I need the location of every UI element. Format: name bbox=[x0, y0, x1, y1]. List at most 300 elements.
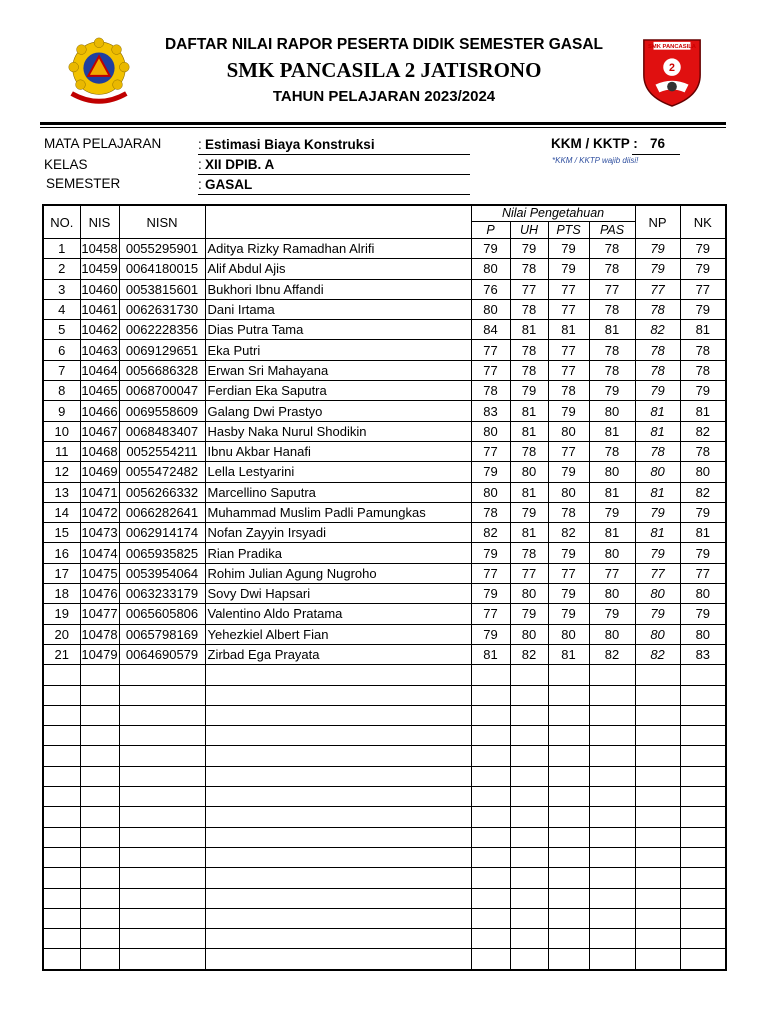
empty-cell[interactable] bbox=[510, 908, 548, 928]
class-value: XII DPIB. A bbox=[205, 157, 275, 172]
empty-cell[interactable] bbox=[43, 827, 80, 847]
empty-cell[interactable] bbox=[119, 726, 205, 746]
empty-cell[interactable] bbox=[471, 827, 510, 847]
empty-cell[interactable] bbox=[635, 827, 680, 847]
empty-cell[interactable] bbox=[510, 766, 548, 786]
empty-cell[interactable] bbox=[589, 766, 635, 786]
empty-cell[interactable] bbox=[510, 929, 548, 949]
empty-cell[interactable] bbox=[205, 868, 471, 888]
table-row bbox=[43, 401, 726, 421]
empty-cell[interactable] bbox=[205, 929, 471, 949]
cell-pts[interactable]: 77 bbox=[548, 279, 589, 299]
cell-pas[interactable]: 80 bbox=[589, 401, 635, 421]
empty-cell[interactable] bbox=[635, 908, 680, 928]
empty-cell[interactable] bbox=[119, 827, 205, 847]
empty-cell[interactable] bbox=[510, 665, 548, 685]
empty-cell[interactable] bbox=[43, 868, 80, 888]
cell-pts[interactable]: 81 bbox=[548, 644, 589, 664]
cell-nis: 10474 bbox=[80, 543, 119, 563]
cell-pas[interactable]: 82 bbox=[589, 644, 635, 664]
cell-nisn: 0055472482 bbox=[119, 462, 205, 482]
empty-cell[interactable] bbox=[43, 746, 80, 766]
cell-np[interactable]: 78 bbox=[635, 360, 680, 380]
empty-cell[interactable] bbox=[205, 888, 471, 908]
cell-np[interactable]: 81 bbox=[635, 482, 680, 502]
empty-cell[interactable] bbox=[589, 807, 635, 827]
cell-pas[interactable]: 78 bbox=[589, 299, 635, 319]
cell-nk[interactable]: 78 bbox=[680, 360, 726, 380]
cell-pas[interactable]: 78 bbox=[589, 239, 635, 259]
empty-cell[interactable] bbox=[119, 868, 205, 888]
empty-cell[interactable] bbox=[80, 726, 119, 746]
cell-p[interactable]: 82 bbox=[471, 523, 510, 543]
cell-p[interactable]: 77 bbox=[471, 604, 510, 624]
cell-student-name: Hasby Naka Nurul Shodikin bbox=[205, 421, 471, 441]
cell-np[interactable]: 81 bbox=[635, 401, 680, 421]
cell-np[interactable]: 79 bbox=[635, 381, 680, 401]
empty-cell[interactable] bbox=[510, 847, 548, 867]
empty-cell[interactable] bbox=[589, 847, 635, 867]
empty-cell[interactable] bbox=[205, 705, 471, 725]
empty-cell[interactable] bbox=[205, 847, 471, 867]
cell-pas[interactable]: 78 bbox=[589, 340, 635, 360]
cell-pas[interactable]: 80 bbox=[589, 543, 635, 563]
cell-np[interactable]: 81 bbox=[635, 523, 680, 543]
cell-uh[interactable]: 79 bbox=[510, 239, 548, 259]
cell-no: 8 bbox=[43, 381, 80, 401]
empty-cell[interactable] bbox=[80, 827, 119, 847]
empty-cell[interactable] bbox=[471, 949, 510, 970]
empty-cell[interactable] bbox=[471, 908, 510, 928]
empty-cell[interactable] bbox=[205, 807, 471, 827]
empty-cell[interactable] bbox=[119, 807, 205, 827]
cell-nk[interactable]: 77 bbox=[680, 563, 726, 583]
cell-pas[interactable]: 80 bbox=[589, 462, 635, 482]
empty-cell[interactable] bbox=[43, 949, 80, 970]
cell-nk[interactable]: 81 bbox=[680, 401, 726, 421]
cell-np[interactable]: 79 bbox=[635, 239, 680, 259]
empty-cell[interactable] bbox=[43, 685, 80, 705]
empty-cell[interactable] bbox=[548, 847, 589, 867]
cell-nk[interactable]: 80 bbox=[680, 462, 726, 482]
cell-pts[interactable]: 80 bbox=[548, 624, 589, 644]
empty-cell[interactable] bbox=[80, 766, 119, 786]
cell-p[interactable]: 79 bbox=[471, 624, 510, 644]
empty-cell[interactable] bbox=[80, 787, 119, 807]
empty-cell[interactable] bbox=[471, 705, 510, 725]
cell-p[interactable]: 79 bbox=[471, 239, 510, 259]
empty-cell[interactable] bbox=[80, 665, 119, 685]
empty-cell[interactable] bbox=[205, 665, 471, 685]
cell-nk[interactable]: 79 bbox=[680, 502, 726, 522]
cell-p[interactable]: 77 bbox=[471, 441, 510, 461]
empty-cell[interactable] bbox=[119, 665, 205, 685]
cell-p[interactable]: 80 bbox=[471, 421, 510, 441]
cell-uh[interactable]: 81 bbox=[510, 320, 548, 340]
empty-cell[interactable] bbox=[635, 847, 680, 867]
empty-cell[interactable] bbox=[680, 929, 726, 949]
empty-cell[interactable] bbox=[80, 888, 119, 908]
cell-pas[interactable]: 81 bbox=[589, 421, 635, 441]
empty-cell[interactable] bbox=[471, 726, 510, 746]
empty-cell[interactable] bbox=[635, 766, 680, 786]
empty-cell[interactable] bbox=[680, 726, 726, 746]
empty-cell[interactable] bbox=[43, 929, 80, 949]
empty-cell[interactable] bbox=[205, 908, 471, 928]
empty-cell[interactable] bbox=[548, 908, 589, 928]
cell-pas[interactable]: 77 bbox=[589, 563, 635, 583]
cell-student-name: Rian Pradika bbox=[205, 543, 471, 563]
cell-nk[interactable]: 81 bbox=[680, 523, 726, 543]
empty-cell[interactable] bbox=[680, 685, 726, 705]
empty-cell[interactable] bbox=[205, 787, 471, 807]
cell-uh[interactable]: 78 bbox=[510, 441, 548, 461]
cell-p[interactable]: 80 bbox=[471, 299, 510, 319]
cell-pts[interactable]: 79 bbox=[548, 462, 589, 482]
empty-cell[interactable] bbox=[119, 847, 205, 867]
empty-cell[interactable] bbox=[119, 787, 205, 807]
empty-cell[interactable] bbox=[548, 787, 589, 807]
cell-np[interactable]: 78 bbox=[635, 299, 680, 319]
cell-uh[interactable]: 79 bbox=[510, 604, 548, 624]
empty-cell[interactable] bbox=[80, 685, 119, 705]
empty-cell[interactable] bbox=[471, 787, 510, 807]
cell-uh[interactable]: 78 bbox=[510, 259, 548, 279]
empty-cell[interactable] bbox=[548, 949, 589, 970]
cell-pas[interactable]: 80 bbox=[589, 624, 635, 644]
empty-cell[interactable] bbox=[510, 726, 548, 746]
empty-cell[interactable] bbox=[589, 705, 635, 725]
empty-cell[interactable] bbox=[589, 908, 635, 928]
empty-cell[interactable] bbox=[471, 766, 510, 786]
cell-pts[interactable]: 80 bbox=[548, 421, 589, 441]
empty-cell[interactable] bbox=[43, 665, 80, 685]
cell-pts[interactable]: 79 bbox=[548, 401, 589, 421]
empty-row bbox=[43, 929, 726, 949]
cell-pas[interactable]: 79 bbox=[589, 604, 635, 624]
empty-cell[interactable] bbox=[43, 888, 80, 908]
empty-cell[interactable] bbox=[471, 868, 510, 888]
academic-year: TAHUN PELAJARAN 2023/2024 bbox=[272, 88, 496, 105]
empty-cell[interactable] bbox=[43, 787, 80, 807]
cell-np[interactable]: 79 bbox=[635, 502, 680, 522]
cell-uh[interactable]: 81 bbox=[510, 523, 548, 543]
empty-cell[interactable] bbox=[680, 766, 726, 786]
empty-cell[interactable] bbox=[548, 868, 589, 888]
empty-row bbox=[43, 847, 726, 867]
empty-cell[interactable] bbox=[635, 888, 680, 908]
cell-nk[interactable]: 78 bbox=[680, 441, 726, 461]
empty-cell[interactable] bbox=[119, 746, 205, 766]
empty-cell[interactable] bbox=[119, 766, 205, 786]
empty-cell[interactable] bbox=[119, 929, 205, 949]
cell-nk[interactable]: 83 bbox=[680, 644, 726, 664]
cell-p[interactable]: 80 bbox=[471, 482, 510, 502]
empty-cell[interactable] bbox=[680, 787, 726, 807]
cell-p[interactable]: 79 bbox=[471, 543, 510, 563]
empty-cell[interactable] bbox=[680, 746, 726, 766]
empty-cell[interactable] bbox=[205, 746, 471, 766]
cell-p[interactable]: 78 bbox=[471, 381, 510, 401]
empty-cell[interactable] bbox=[680, 949, 726, 970]
cell-uh[interactable]: 80 bbox=[510, 584, 548, 604]
cell-p[interactable]: 76 bbox=[471, 279, 510, 299]
cell-np[interactable]: 82 bbox=[635, 644, 680, 664]
cell-p[interactable]: 81 bbox=[471, 644, 510, 664]
cell-uh[interactable]: 78 bbox=[510, 340, 548, 360]
empty-cell[interactable] bbox=[119, 908, 205, 928]
cell-student-name: Aditya Rizky Ramadhan Alrifi bbox=[205, 239, 471, 259]
cell-pts[interactable]: 77 bbox=[548, 340, 589, 360]
cell-pts[interactable]: 77 bbox=[548, 360, 589, 380]
cell-nk[interactable]: 82 bbox=[680, 421, 726, 441]
cell-np[interactable]: 78 bbox=[635, 441, 680, 461]
cell-pts[interactable]: 81 bbox=[548, 320, 589, 340]
empty-cell[interactable] bbox=[80, 807, 119, 827]
cell-nisn: 0062631730 bbox=[119, 299, 205, 319]
cell-pts[interactable]: 79 bbox=[548, 604, 589, 624]
cell-pas[interactable]: 78 bbox=[589, 259, 635, 279]
empty-cell[interactable] bbox=[635, 746, 680, 766]
empty-cell[interactable] bbox=[680, 868, 726, 888]
cell-pts[interactable]: 78 bbox=[548, 502, 589, 522]
cell-nk[interactable]: 80 bbox=[680, 624, 726, 644]
cell-nisn: 0053954064 bbox=[119, 563, 205, 583]
empty-cell[interactable] bbox=[119, 685, 205, 705]
cell-uh[interactable]: 80 bbox=[510, 624, 548, 644]
cell-pas[interactable]: 81 bbox=[589, 320, 635, 340]
empty-cell[interactable] bbox=[80, 908, 119, 928]
cell-nk[interactable]: 79 bbox=[680, 239, 726, 259]
empty-cell[interactable] bbox=[589, 827, 635, 847]
empty-cell[interactable] bbox=[205, 726, 471, 746]
empty-cell[interactable] bbox=[680, 807, 726, 827]
empty-cell[interactable] bbox=[43, 705, 80, 725]
cell-uh[interactable]: 78 bbox=[510, 543, 548, 563]
empty-cell[interactable] bbox=[548, 705, 589, 725]
kkm-value[interactable]: 76 bbox=[650, 136, 666, 151]
empty-cell[interactable] bbox=[635, 949, 680, 970]
empty-cell[interactable] bbox=[205, 949, 471, 970]
cell-np[interactable]: 77 bbox=[635, 279, 680, 299]
empty-cell[interactable] bbox=[80, 847, 119, 867]
empty-cell[interactable] bbox=[119, 705, 205, 725]
empty-cell[interactable] bbox=[80, 949, 119, 970]
cell-pts[interactable]: 79 bbox=[548, 584, 589, 604]
empty-cell[interactable] bbox=[471, 665, 510, 685]
cell-nk[interactable]: 79 bbox=[680, 543, 726, 563]
cell-uh[interactable]: 79 bbox=[510, 381, 548, 401]
empty-cell[interactable] bbox=[43, 807, 80, 827]
empty-cell[interactable] bbox=[471, 685, 510, 705]
cell-pts[interactable]: 79 bbox=[548, 543, 589, 563]
cell-nk[interactable]: 79 bbox=[680, 604, 726, 624]
cell-np[interactable]: 81 bbox=[635, 421, 680, 441]
cell-np[interactable]: 80 bbox=[635, 624, 680, 644]
cell-uh[interactable]: 81 bbox=[510, 482, 548, 502]
cell-student-name: Dias Putra Tama bbox=[205, 320, 471, 340]
empty-cell[interactable] bbox=[119, 949, 205, 970]
cell-nk[interactable]: 78 bbox=[680, 340, 726, 360]
cell-uh[interactable]: 77 bbox=[510, 279, 548, 299]
cell-np[interactable]: 79 bbox=[635, 543, 680, 563]
cell-p[interactable]: 77 bbox=[471, 360, 510, 380]
empty-cell[interactable] bbox=[510, 705, 548, 725]
cell-p[interactable]: 80 bbox=[471, 259, 510, 279]
empty-cell[interactable] bbox=[548, 685, 589, 705]
cell-pas[interactable]: 78 bbox=[589, 360, 635, 380]
cell-nk[interactable]: 79 bbox=[680, 299, 726, 319]
empty-cell[interactable] bbox=[635, 868, 680, 888]
empty-cell[interactable] bbox=[589, 726, 635, 746]
cell-np[interactable]: 82 bbox=[635, 320, 680, 340]
cell-pts[interactable]: 80 bbox=[548, 482, 589, 502]
empty-cell[interactable] bbox=[205, 685, 471, 705]
empty-cell[interactable] bbox=[589, 949, 635, 970]
cell-pas[interactable]: 81 bbox=[589, 523, 635, 543]
empty-cell[interactable] bbox=[635, 685, 680, 705]
empty-cell[interactable] bbox=[548, 888, 589, 908]
cell-p[interactable]: 77 bbox=[471, 563, 510, 583]
cell-pas[interactable]: 77 bbox=[589, 279, 635, 299]
cell-pas[interactable]: 78 bbox=[589, 441, 635, 461]
cell-p[interactable]: 83 bbox=[471, 401, 510, 421]
cell-nis: 10469 bbox=[80, 462, 119, 482]
empty-cell[interactable] bbox=[205, 766, 471, 786]
cell-pas[interactable]: 81 bbox=[589, 482, 635, 502]
empty-cell[interactable] bbox=[119, 888, 205, 908]
cell-uh[interactable]: 81 bbox=[510, 401, 548, 421]
cell-nk[interactable]: 80 bbox=[680, 584, 726, 604]
cell-nk[interactable]: 79 bbox=[680, 381, 726, 401]
empty-cell[interactable] bbox=[510, 949, 548, 970]
empty-cell[interactable] bbox=[510, 787, 548, 807]
empty-cell[interactable] bbox=[680, 847, 726, 867]
empty-cell[interactable] bbox=[548, 827, 589, 847]
empty-cell[interactable] bbox=[80, 746, 119, 766]
cell-nk[interactable]: 79 bbox=[680, 259, 726, 279]
empty-cell[interactable] bbox=[510, 807, 548, 827]
empty-cell[interactable] bbox=[548, 726, 589, 746]
cell-no: 13 bbox=[43, 482, 80, 502]
empty-cell[interactable] bbox=[510, 888, 548, 908]
empty-cell[interactable] bbox=[510, 685, 548, 705]
cell-pts[interactable]: 77 bbox=[548, 299, 589, 319]
empty-cell[interactable] bbox=[548, 766, 589, 786]
cell-p[interactable]: 84 bbox=[471, 320, 510, 340]
empty-cell[interactable] bbox=[589, 888, 635, 908]
cell-np[interactable]: 80 bbox=[635, 462, 680, 482]
empty-cell[interactable] bbox=[43, 766, 80, 786]
empty-cell[interactable] bbox=[635, 665, 680, 685]
cell-pts[interactable]: 79 bbox=[548, 259, 589, 279]
cell-student-name: Muhammad Muslim Padli Pamungkas bbox=[205, 502, 471, 522]
cell-pts[interactable]: 82 bbox=[548, 523, 589, 543]
empty-cell[interactable] bbox=[548, 929, 589, 949]
empty-cell[interactable] bbox=[589, 665, 635, 685]
empty-cell[interactable] bbox=[635, 787, 680, 807]
empty-cell[interactable] bbox=[43, 726, 80, 746]
cell-np[interactable]: 80 bbox=[635, 584, 680, 604]
empty-cell[interactable] bbox=[471, 847, 510, 867]
empty-cell[interactable] bbox=[43, 908, 80, 928]
cell-uh[interactable]: 82 bbox=[510, 644, 548, 664]
cell-np[interactable]: 79 bbox=[635, 259, 680, 279]
cell-np[interactable]: 78 bbox=[635, 340, 680, 360]
cell-nis: 10478 bbox=[80, 624, 119, 644]
cell-nis: 10462 bbox=[80, 320, 119, 340]
empty-cell[interactable] bbox=[680, 705, 726, 725]
empty-cell[interactable] bbox=[471, 888, 510, 908]
empty-cell[interactable] bbox=[548, 665, 589, 685]
empty-cell[interactable] bbox=[589, 685, 635, 705]
empty-cell[interactable] bbox=[205, 827, 471, 847]
cell-uh[interactable]: 78 bbox=[510, 360, 548, 380]
cell-np[interactable]: 79 bbox=[635, 604, 680, 624]
cell-uh[interactable]: 80 bbox=[510, 462, 548, 482]
cell-np[interactable]: 77 bbox=[635, 563, 680, 583]
empty-cell[interactable] bbox=[680, 665, 726, 685]
cell-uh[interactable]: 81 bbox=[510, 421, 548, 441]
empty-cell[interactable] bbox=[548, 746, 589, 766]
empty-cell[interactable] bbox=[471, 746, 510, 766]
cell-uh[interactable]: 79 bbox=[510, 502, 548, 522]
cell-p[interactable]: 79 bbox=[471, 462, 510, 482]
cell-no: 3 bbox=[43, 279, 80, 299]
cell-nk[interactable]: 81 bbox=[680, 320, 726, 340]
empty-cell[interactable] bbox=[589, 746, 635, 766]
empty-cell[interactable] bbox=[510, 746, 548, 766]
cell-uh[interactable]: 77 bbox=[510, 563, 548, 583]
cell-pas[interactable]: 80 bbox=[589, 584, 635, 604]
table-row bbox=[43, 279, 726, 299]
empty-cell[interactable] bbox=[43, 847, 80, 867]
empty-cell[interactable] bbox=[635, 929, 680, 949]
empty-cell[interactable] bbox=[471, 929, 510, 949]
empty-cell[interactable] bbox=[510, 827, 548, 847]
cell-nk[interactable]: 82 bbox=[680, 482, 726, 502]
cell-pts[interactable]: 78 bbox=[548, 381, 589, 401]
cell-pas[interactable]: 79 bbox=[589, 502, 635, 522]
empty-cell[interactable] bbox=[589, 868, 635, 888]
empty-cell[interactable] bbox=[680, 888, 726, 908]
empty-cell[interactable] bbox=[635, 705, 680, 725]
cell-p[interactable]: 79 bbox=[471, 584, 510, 604]
empty-cell[interactable] bbox=[510, 868, 548, 888]
empty-cell[interactable] bbox=[548, 807, 589, 827]
cell-pts[interactable]: 77 bbox=[548, 563, 589, 583]
cell-uh[interactable]: 78 bbox=[510, 299, 548, 319]
cell-pts[interactable]: 79 bbox=[548, 239, 589, 259]
empty-cell[interactable] bbox=[635, 807, 680, 827]
empty-cell[interactable] bbox=[680, 827, 726, 847]
empty-cell[interactable] bbox=[589, 787, 635, 807]
cell-pts[interactable]: 77 bbox=[548, 441, 589, 461]
empty-cell[interactable] bbox=[680, 908, 726, 928]
cell-nk[interactable]: 77 bbox=[680, 279, 726, 299]
empty-cell[interactable] bbox=[471, 807, 510, 827]
cell-p[interactable]: 78 bbox=[471, 502, 510, 522]
empty-cell[interactable] bbox=[589, 929, 635, 949]
cell-p[interactable]: 77 bbox=[471, 340, 510, 360]
cell-student-name: Zirbad Ega Prayata bbox=[205, 644, 471, 664]
empty-row bbox=[43, 726, 726, 746]
empty-cell[interactable] bbox=[80, 705, 119, 725]
empty-cell[interactable] bbox=[635, 726, 680, 746]
cell-pas[interactable]: 79 bbox=[589, 381, 635, 401]
empty-cell[interactable] bbox=[80, 868, 119, 888]
empty-cell[interactable] bbox=[80, 929, 119, 949]
